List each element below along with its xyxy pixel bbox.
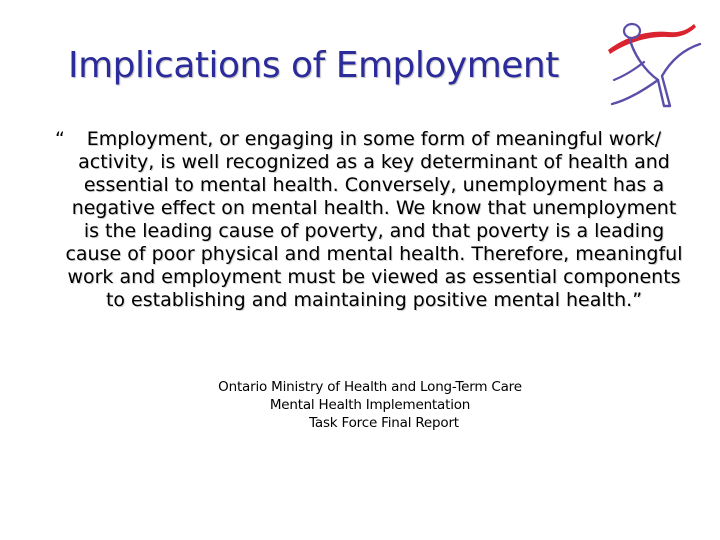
source-line-3: Task Force Final Report <box>309 415 459 431</box>
quote-source <box>160 378 580 432</box>
running-figure-logo-icon <box>604 14 704 114</box>
slide-title: Implications of Employment <box>68 45 559 86</box>
open-quote-mark: “ <box>55 128 65 150</box>
quote-text: Employment, or engaging in some form of meaningful work/ activity, is well recognized as a key determinant of health and essential to mental health. Conversely, unemployment has a negative effect on mental health. We know that unemployment is the leading cause of poverty, and that poverty is a leading cause of poor physical and mental health. Therefore, meaningful work and employment must be viewed as essential components to establishing and maintaining positive mental health.” <box>65 128 683 311</box>
source-line-1: Ontario Ministry of Health and Long-Term Care <box>218 379 522 395</box>
source-line-2: Mental Health Implementation <box>269 397 471 413</box>
